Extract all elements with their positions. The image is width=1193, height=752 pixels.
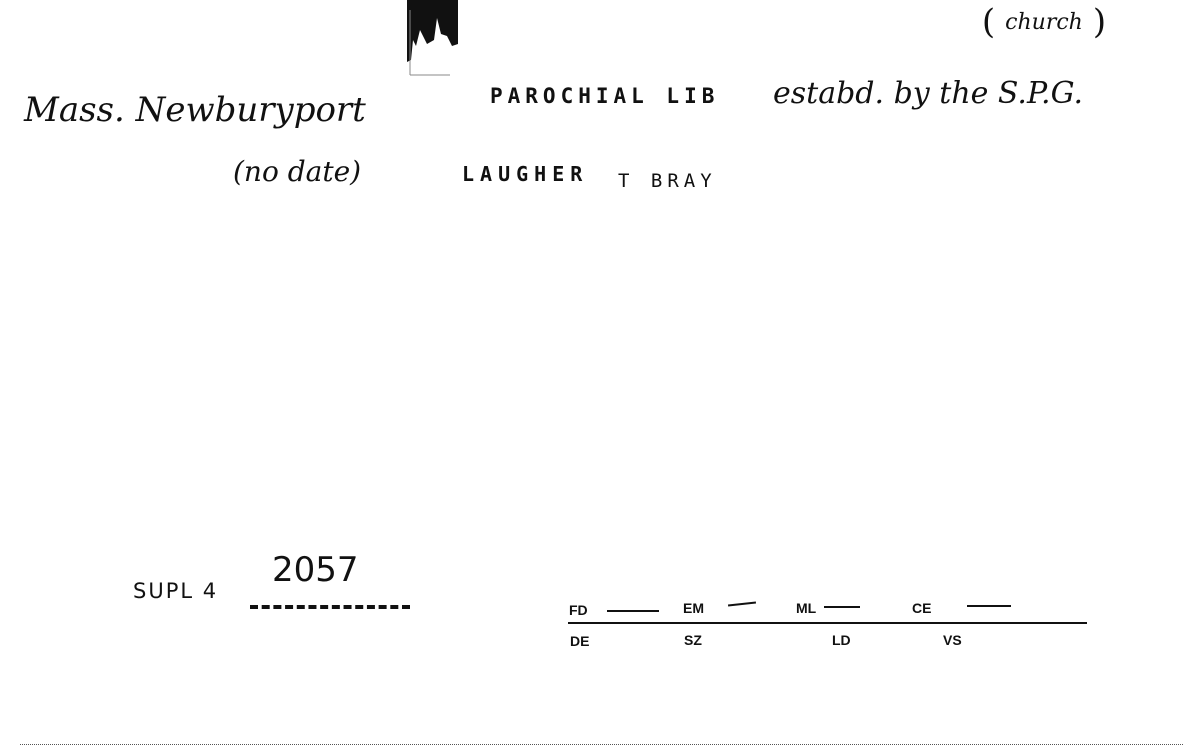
- code-fd-line: [607, 610, 659, 612]
- code-ce: CE: [912, 600, 932, 616]
- church-note-close-paren: ): [1092, 2, 1107, 42]
- code-ml-line: [824, 606, 860, 608]
- card-tab-mark: [407, 0, 458, 76]
- card-title: PAROCHIAL LIB: [490, 84, 720, 108]
- code-grid-rule: [568, 622, 1087, 624]
- supl-number-dashed-line: [250, 597, 410, 609]
- supl-number: 2057: [272, 550, 359, 590]
- card-bottom-edge: [20, 744, 1183, 745]
- code-de: DE: [570, 633, 590, 649]
- code-ml: ML: [796, 600, 817, 616]
- author-initials: T BRAY: [618, 170, 717, 192]
- no-date-note: (no date): [233, 155, 362, 188]
- code-em-line: [728, 602, 756, 607]
- church-note-open-paren: (: [981, 2, 996, 42]
- code-fd: FD: [569, 602, 588, 618]
- code-ld: LD: [832, 632, 851, 648]
- code-ce-line: [967, 605, 1011, 607]
- church-note: [958, 0, 1130, 44]
- church-note-text: church: [1005, 9, 1083, 35]
- author-name: LAUGHER: [462, 162, 589, 186]
- code-sz: SZ: [684, 632, 702, 648]
- code-vs: VS: [943, 632, 962, 648]
- location-handwritten: Mass. Newburyport: [24, 90, 366, 130]
- supl-label: SUPL 4: [133, 579, 219, 603]
- title-handwritten-note: estabd. by the S.P.G.: [773, 76, 1084, 111]
- code-em: EM: [683, 600, 704, 616]
